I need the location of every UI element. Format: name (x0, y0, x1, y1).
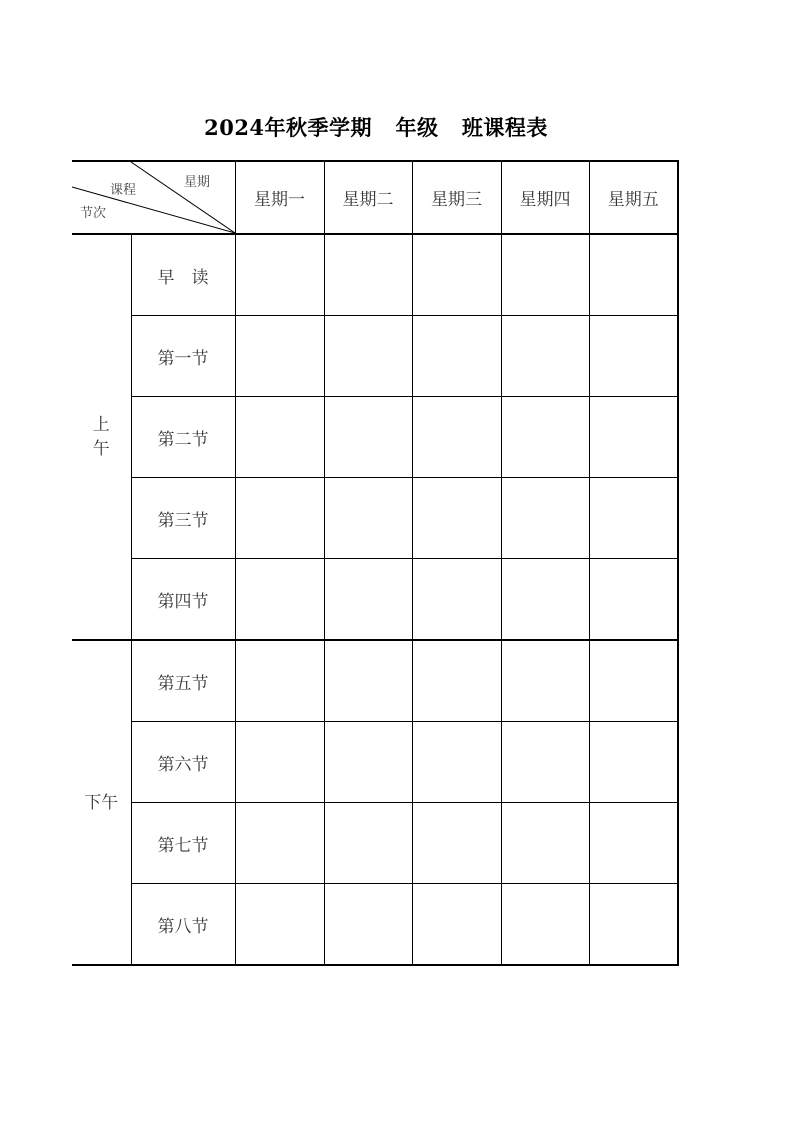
period-label: 第七节 (131, 803, 235, 884)
period-label: 第一节 (131, 316, 235, 397)
timetable (72, 160, 679, 966)
table-row (72, 884, 678, 966)
schedule-cell[interactable] (589, 884, 678, 966)
schedule-cell[interactable] (412, 234, 501, 316)
day-header-mon: 星期一 (235, 161, 324, 234)
schedule-cell[interactable] (589, 559, 678, 641)
page-title: 2024年秋季学期 年级 班课程表 (204, 115, 548, 140)
day-header-wed: 星期三 (412, 161, 501, 234)
schedule-cell[interactable] (235, 803, 324, 884)
schedule-cell[interactable] (589, 234, 678, 316)
schedule-cell[interactable] (501, 722, 589, 803)
period-label: 第四节 (131, 559, 235, 641)
corner-period-label: 节次 (80, 206, 107, 221)
schedule-cell[interactable] (412, 884, 501, 966)
session-morning-label: 上 午 (92, 415, 110, 459)
day-header-fri: 星期五 (589, 161, 678, 234)
table-row (72, 316, 678, 397)
schedule-cell[interactable] (412, 640, 501, 722)
period-label: 第三节 (131, 478, 235, 559)
schedule-cell[interactable] (501, 559, 589, 641)
session-afternoon-label: 下午 (84, 792, 119, 813)
schedule-cell[interactable] (589, 316, 678, 397)
schedule-cell[interactable] (235, 397, 324, 478)
schedule-cell[interactable] (235, 316, 324, 397)
schedule-cell[interactable] (324, 234, 412, 316)
schedule-cell[interactable] (235, 478, 324, 559)
schedule-cell[interactable] (235, 234, 324, 316)
corner-course-label: 课程 (110, 183, 137, 198)
schedule-cell[interactable] (412, 722, 501, 803)
schedule-cell[interactable] (501, 397, 589, 478)
period-label: 第五节 (131, 640, 235, 722)
schedule-cell[interactable] (324, 640, 412, 722)
schedule-cell[interactable] (235, 884, 324, 966)
schedule-cell[interactable] (501, 316, 589, 397)
schedule-cell[interactable] (324, 884, 412, 966)
schedule-cell[interactable] (324, 803, 412, 884)
day-header-thu: 星期四 (501, 161, 589, 234)
schedule-cell[interactable] (589, 722, 678, 803)
table-row (72, 478, 678, 559)
schedule-cell[interactable] (235, 722, 324, 803)
table-row (72, 640, 678, 722)
schedule-cell[interactable] (501, 640, 589, 722)
schedule-cell[interactable] (412, 397, 501, 478)
schedule-cell[interactable] (501, 478, 589, 559)
table-row (72, 559, 678, 641)
schedule-cell[interactable] (324, 722, 412, 803)
period-label: 第八节 (131, 884, 235, 966)
table-row (72, 722, 678, 803)
schedule-cell[interactable] (501, 234, 589, 316)
schedule-cell[interactable] (589, 478, 678, 559)
schedule-cell[interactable] (324, 559, 412, 641)
schedule-cell[interactable] (589, 640, 678, 722)
schedule-cell[interactable] (324, 397, 412, 478)
header-row (72, 161, 678, 234)
schedule-cell[interactable] (324, 316, 412, 397)
corner-weekday-label: 星期 (184, 175, 211, 190)
diagonal-lines (72, 162, 235, 233)
schedule-cell[interactable] (324, 478, 412, 559)
schedule-cell[interactable] (589, 397, 678, 478)
schedule-cell[interactable] (235, 559, 324, 641)
schedule-cell[interactable] (501, 803, 589, 884)
period-label: 第二节 (131, 397, 235, 478)
corner-header-cell (72, 161, 235, 234)
session-afternoon (72, 640, 131, 965)
schedule-cell[interactable] (235, 640, 324, 722)
schedule-cell[interactable] (589, 803, 678, 884)
schedule-cell[interactable] (412, 316, 501, 397)
period-label: 早 读 (131, 234, 235, 316)
table-row (72, 397, 678, 478)
table-row (72, 234, 678, 316)
schedule-cell[interactable] (412, 803, 501, 884)
schedule-cell[interactable] (412, 478, 501, 559)
day-header-tue: 星期二 (324, 161, 412, 234)
schedule-cell[interactable] (412, 559, 501, 641)
table-row (72, 803, 678, 884)
schedule-cell[interactable] (501, 884, 589, 966)
period-label: 第六节 (131, 722, 235, 803)
session-morning (72, 234, 131, 640)
